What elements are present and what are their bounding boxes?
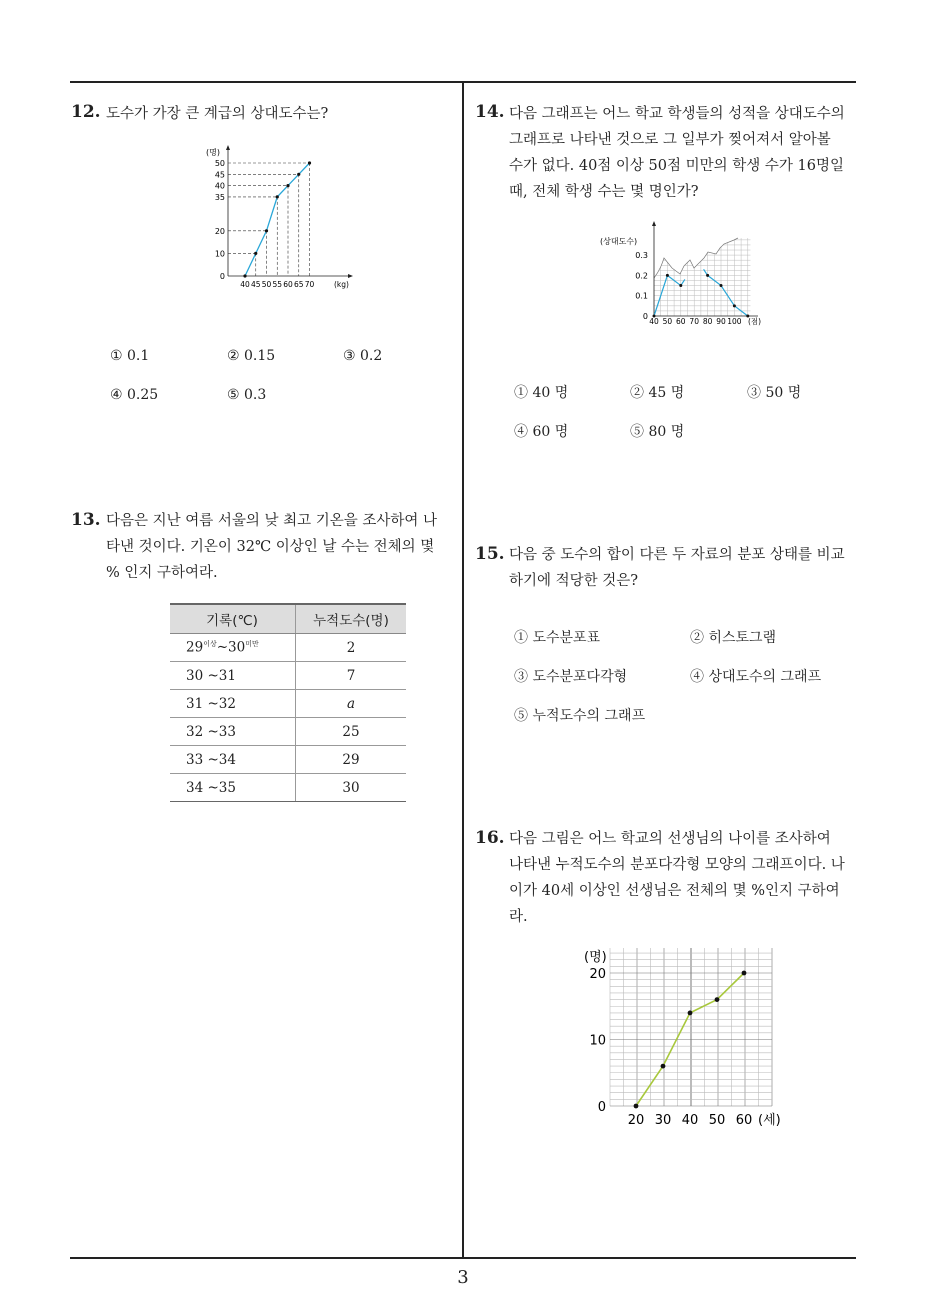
question-number: 13. (71, 510, 101, 530)
value-cell: 30 (296, 774, 407, 802)
value-cell: 7 (296, 662, 407, 690)
option-3[interactable]: ③ 0.2 (343, 348, 383, 364)
data-point (733, 304, 736, 307)
option-5[interactable]: ⑤ 누적도수의 그래프 (514, 708, 646, 724)
q16-chart (582, 942, 792, 1132)
y-tick-label: 20 (214, 226, 225, 236)
table-row (170, 774, 406, 802)
question-text-line2: 타낸 것이다. 기온이 32℃ 이상인 날 수는 전체의 몇 (106, 539, 435, 555)
data-point (243, 274, 246, 277)
x-tick-label: 60 (676, 317, 686, 326)
data-point (706, 274, 709, 277)
x-tick-label: 20 (627, 1113, 645, 1128)
x-tick-label: 60 (735, 1113, 753, 1128)
x-unit-label: (kg) (334, 280, 349, 289)
y-unit-label: (상대도수) (600, 237, 638, 246)
question-text-line3: % 인지 구하여라. (106, 565, 218, 581)
x-unit-label: (세) (758, 1113, 781, 1128)
data-point (661, 1064, 666, 1069)
y-tick-label: 50 (214, 159, 225, 168)
data-point (666, 274, 669, 277)
y-tick-label: 0 (597, 1100, 606, 1115)
question-text-line3: 수가 없다. 40점 이상 50점 미만의 학생 수가 16명일 (509, 158, 844, 174)
question-text-line1: 다음 그림은 어느 학교의 선생님의 나이를 조사하여 (509, 831, 831, 847)
option-5[interactable]: ⑤ 0.3 (227, 387, 267, 403)
y-tick-label: 40 (214, 181, 225, 191)
question-text-line3: 이가 40세 이상인 선생님은 전체의 몇 %인지 구하여 (509, 883, 840, 899)
q12-chart (200, 142, 360, 292)
y-tick-label: 0.1 (635, 291, 648, 301)
option-1[interactable]: ① 도수분포표 (514, 630, 601, 646)
data-point (254, 252, 257, 255)
x-tick-label: 40 (240, 280, 250, 289)
x-tick-label: 60 (283, 280, 293, 289)
question-text-line2: 하기에 적당한 것은? (509, 573, 639, 589)
question-text-line2: 그래프로 나타낸 것으로 그 일부가 찢어져서 알아볼 (509, 132, 831, 148)
y-tick-label: 45 (214, 170, 225, 180)
option-3[interactable]: ③ 도수분포다각형 (514, 669, 628, 685)
option-2[interactable]: ② 0.15 (227, 348, 276, 364)
question-text-line1: 다음 그래프는 어느 학교 학생들의 성적을 상대도수의 (509, 106, 845, 122)
y-tick-label: 0.3 (635, 251, 648, 261)
value-cell: 29 (296, 746, 407, 774)
question-number: 14. (475, 102, 505, 122)
question-text-line1: 다음 중 도수의 합이 다른 두 자료의 분포 상태를 비교 (509, 547, 845, 563)
option-5[interactable]: ⑤ 80 명 (630, 424, 685, 440)
data-point (679, 284, 682, 287)
x-tick-label: 55 (272, 280, 283, 289)
option-2[interactable]: ② 45 명 (630, 385, 685, 401)
y-axis-arrow (652, 221, 656, 226)
range-cell: $29^{이상}\sim 30^{미만}$ (170, 634, 296, 662)
y-unit-label: (명) (584, 950, 607, 965)
option-2[interactable]: ② 히스토그램 (690, 630, 777, 646)
header-record: 기록(℃) (170, 604, 296, 634)
x-tick-label: 45 (250, 280, 261, 289)
data-point (742, 971, 747, 976)
range-cell: 33 ~34 (170, 746, 296, 774)
range-cell: 34 ~35 (170, 774, 296, 802)
data-point (715, 997, 720, 1002)
value-cell: a (296, 690, 407, 718)
table-row (170, 634, 406, 662)
question-number: 16. (475, 828, 505, 848)
y-tick-label: 10 (214, 249, 225, 259)
x-tick-label: 40 (681, 1113, 699, 1128)
data-point (653, 315, 656, 318)
y-tick-label: 0 (219, 272, 225, 281)
torn-edge (654, 238, 738, 278)
range-cell: 31 ~32 (170, 690, 296, 718)
table-row (170, 746, 406, 774)
question-text-line4: 라. (509, 909, 528, 925)
data-point (308, 161, 311, 164)
x-tick-label: 30 (654, 1113, 672, 1128)
option-4[interactable]: ④ 60 명 (514, 424, 569, 440)
header-cumulative: 누적도수(명) (296, 604, 407, 634)
value-cell: 2 (296, 634, 407, 662)
data-point (297, 173, 300, 176)
column-divider (462, 82, 464, 1258)
x-tick-label: 40 (649, 317, 659, 326)
data-point (276, 195, 279, 198)
x-tick-label: 100 (727, 317, 742, 326)
option-4[interactable]: ④ 0.25 (110, 387, 159, 403)
x-tick-label: 70 (304, 280, 315, 289)
option-3[interactable]: ③ 50 명 (747, 385, 802, 401)
y-tick-label: 10 (589, 1033, 606, 1049)
option-4[interactable]: ④ 상대도수의 그래프 (690, 669, 822, 685)
x-unit-label: (점) (748, 317, 762, 326)
x-tick-label: 50 (662, 317, 673, 326)
x-tick-label: 65 (293, 280, 304, 289)
table-row (170, 690, 406, 718)
x-axis-arrow (348, 274, 353, 278)
table-row (170, 662, 406, 690)
data-point (634, 1104, 639, 1109)
y-unit-label: (명) (206, 148, 220, 157)
y-axis-arrow (226, 145, 230, 150)
page-number: 3 (457, 1267, 469, 1288)
y-tick-label: 20 (589, 967, 606, 982)
question-text: 도수가 가장 큰 계급의 상대도수는? (106, 106, 329, 122)
question-text-line1: 다음은 지난 여름 서울의 낮 최고 기온을 조사하여 나 (106, 513, 438, 529)
option-1[interactable]: ① 40 명 (514, 385, 569, 401)
x-tick-label: 50 (708, 1113, 726, 1128)
range-cell: 30 ~31 (170, 662, 296, 690)
question-number: 12. (71, 102, 101, 122)
q14-chart (598, 218, 770, 330)
value-cell: 25 (296, 718, 407, 746)
question-text-line2: 나타낸 누적도수의 분포다각형 모양의 그래프이다. 나 (509, 857, 845, 873)
data-point (688, 1011, 693, 1016)
table-row (170, 718, 406, 746)
question-text-line4: 때, 전체 학생 수는 몇 명인가? (509, 184, 699, 200)
range-cell: 32 ~33 (170, 718, 296, 746)
question-number: 15. (475, 544, 505, 564)
x-tick-label: 70 (689, 317, 699, 326)
y-tick-label: 0.2 (635, 271, 648, 281)
x-tick-label: 90 (716, 317, 726, 326)
y-tick-label: 0 (642, 312, 648, 321)
x-tick-label: 50 (261, 280, 272, 289)
cumulative-frequency-table (170, 603, 406, 802)
option-1[interactable]: ① 0.1 (110, 348, 150, 364)
data-point (265, 229, 268, 232)
data-point (286, 184, 289, 187)
data-point (720, 284, 723, 287)
bottom-rule (70, 1257, 856, 1259)
y-tick-label: 35 (214, 192, 225, 202)
x-tick-label: 80 (702, 317, 713, 326)
